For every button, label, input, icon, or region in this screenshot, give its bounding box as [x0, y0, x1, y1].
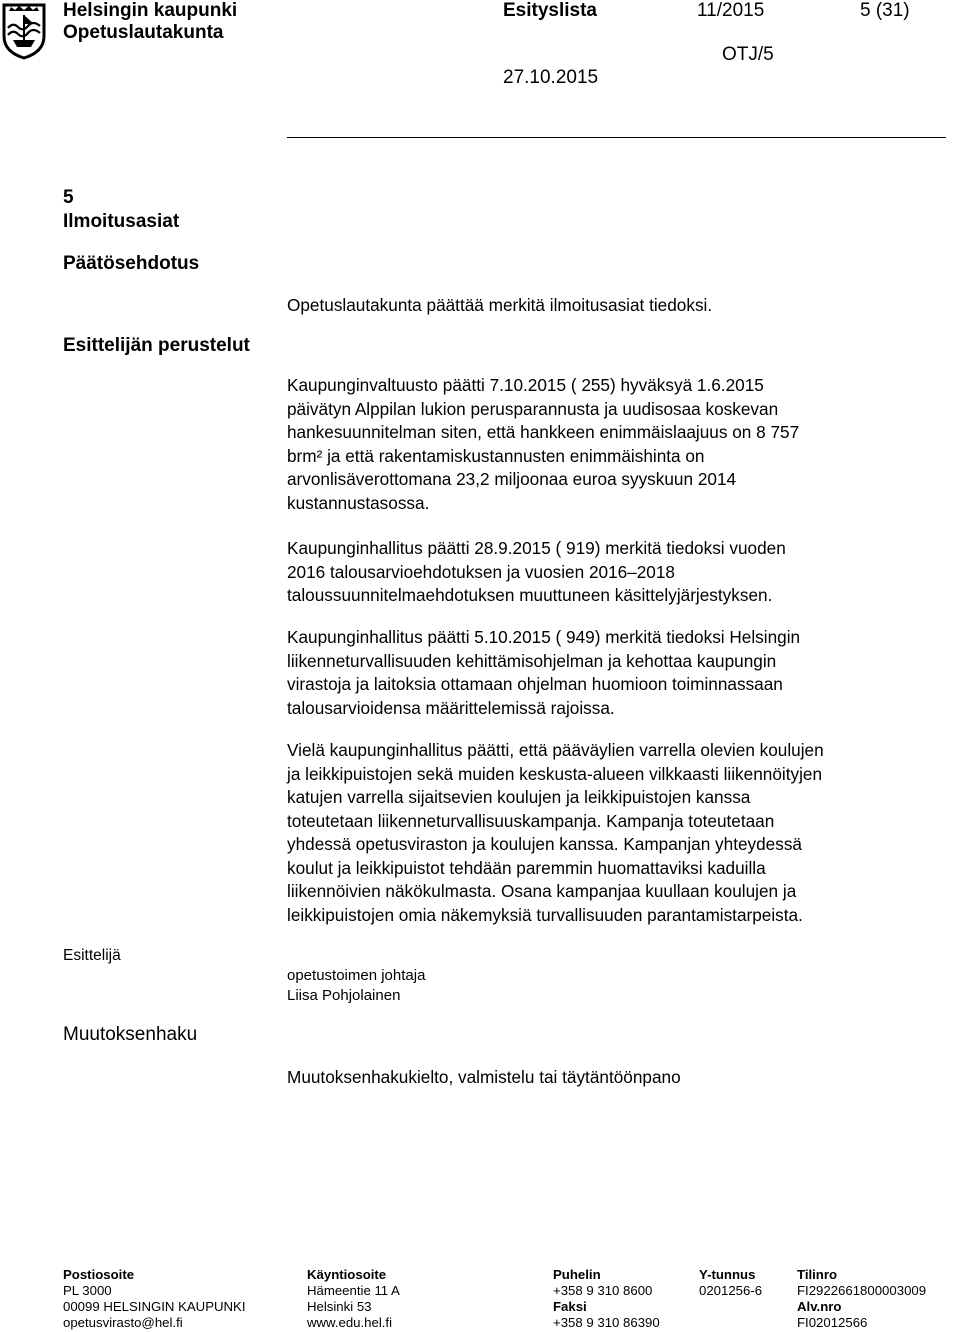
reasoning-paragraph-3 — [287, 626, 947, 720]
footer-heading: Alv.nro — [797, 1299, 842, 1314]
footer-heading: Puhelin — [553, 1267, 601, 1282]
document-type: Esityslista — [503, 0, 597, 21]
footer-heading: Faksi — [553, 1299, 587, 1314]
text-line: talousarvioidensa määrittelemissä rajoissa. — [287, 697, 615, 718]
footer-website-link[interactable]: www.edu.hel.fi — [307, 1315, 393, 1330]
text-line: liikennöivien näkökulmasta. Osana kampanjaa kuullaan koulujen ja — [287, 881, 797, 901]
board-name: Opetuslautakunta — [63, 22, 224, 43]
appeal-text: Muutoksenhakukielto, valmistelu tai täytäntöönpano — [287, 1067, 681, 1087]
text-line: katujen varrella sijaitsevien koulujen ja leikkipuistojen kanssa — [287, 787, 751, 807]
presenter-name: Liisa Pohjolainen — [287, 987, 401, 1004]
footer-postal-address — [63, 1267, 246, 1331]
footer-heading: Postiosoite — [63, 1267, 135, 1282]
meeting-date: 27.10.2015 — [503, 67, 599, 88]
footer-line: FI2922661800003009 — [797, 1283, 927, 1298]
text-line: Kaupunginhallitus päätti 5.10.2015 ( 949) merkitä tiedoksi Helsingin — [287, 627, 801, 647]
footer-line: Helsinki 53 — [307, 1299, 372, 1314]
footer-business-id — [699, 1267, 762, 1299]
proposal-text: Opetuslautakunta päättää merkitä ilmoitusasiat tiedoksi. — [287, 295, 713, 315]
document-number: 11/2015 — [697, 0, 765, 21]
text-line: brm² ja että rakentamiskustannusten enimmäishinta on — [287, 445, 705, 466]
reasoning-paragraph-4 — [287, 739, 947, 927]
presenter-heading: Esittelijä — [63, 947, 121, 964]
text-line: liikenneturvallisuuden kehittämisohjelman ja kehottaa kaupungin — [287, 650, 777, 671]
header-divider — [287, 137, 946, 138]
city-crest-logo — [1, 2, 47, 60]
text-line: kustannustasossa. — [287, 492, 430, 513]
footer-line: +358 9 310 8600 — [553, 1283, 653, 1298]
presenter-title: opetustoimen johtaja — [287, 967, 426, 984]
footer-heading: Käyntiosoite — [307, 1267, 387, 1282]
text-line: 2016 talousarvioehdotuksen ja vuosien 2016–2018 — [287, 561, 675, 582]
footer-heading: Tilinro — [797, 1267, 838, 1282]
footer-line: Hämeentie 11 A — [307, 1283, 400, 1298]
footer-phone-fax — [553, 1267, 660, 1331]
page-number: 5 (31) — [860, 0, 910, 21]
text-line: Kaupunginhallitus päätti 28.9.2015 ( 919) merkitä tiedoksi vuoden — [287, 538, 786, 558]
text-line: leikkipuistojen omia näkemyksiä turvallisuuden parantamistarpeista. — [287, 904, 803, 925]
reasoning-paragraph-1 — [287, 374, 947, 515]
city-name: Helsingin kaupunki — [63, 0, 238, 21]
text-line: ja leikkipuistojen sekä muiden keskusta-alueen vilkkaasti liikennöityjen — [287, 763, 823, 784]
text-line: yhdessä opetusviraston ja koulujen kanssa. Kampanjan yhteydessä — [287, 834, 802, 854]
footer-line: 0201256-6 — [699, 1283, 763, 1298]
footer-visiting-address — [307, 1267, 400, 1331]
text-line: virastoja ja laitoksia ottamaan ohjelman huomioon toiminnassaan — [287, 674, 783, 694]
item-title: Ilmoitusasiat — [63, 211, 180, 232]
footer-line: FI02012566 — [797, 1315, 868, 1330]
text-line: Kaupunginvaltuusto päätti 7.10.2015 ( 255) hyväksyä 1.6.2015 — [287, 375, 764, 395]
footer-account-vat — [797, 1267, 926, 1331]
footer-email-link[interactable]: opetusvirasto@hel.fi — [63, 1315, 183, 1330]
footer-line: PL 3000 — [63, 1283, 112, 1298]
text-line: Vielä kaupunginhallitus päätti, että pääväylien varrella olevien koulujen — [287, 740, 824, 760]
text-line: hankesuunnitelman siten, että hankkeen enimmäislaajuus on 8 757 — [287, 422, 800, 442]
footer-heading: Y-tunnus — [699, 1267, 756, 1282]
proposal-heading: Päätösehdotus — [63, 253, 200, 274]
text-line: toteutetaan liikenneturvallisuuskampanja. Kampanja toteutetaan — [287, 810, 775, 831]
agenda-reference: OTJ/5 — [722, 44, 774, 65]
reasoning-heading: Esittelijän perustelut — [63, 335, 250, 356]
appeal-heading: Muutoksenhaku — [63, 1024, 198, 1045]
text-line: arvonlisäverottomana 23,2 miljoonaa euroa syyskuun 2014 — [287, 469, 737, 489]
reasoning-paragraph-2 — [287, 537, 947, 608]
text-line: koulut ja leikkipuistot tehdään paremmin huomattaviksi kaduilla — [287, 857, 766, 878]
text-line: päivätyn Alppilan lukion perusparannusta ja uudisosaa koskevan — [287, 398, 779, 419]
item-number: 5 — [63, 187, 74, 208]
text-line: taloussuunnitelmaehdotuksen muuttuneen käsittelyjärjestyksen. — [287, 585, 773, 605]
footer-line: 00099 HELSINGIN KAUPUNKI — [63, 1299, 246, 1314]
footer-line: +358 9 310 86390 — [553, 1315, 660, 1330]
